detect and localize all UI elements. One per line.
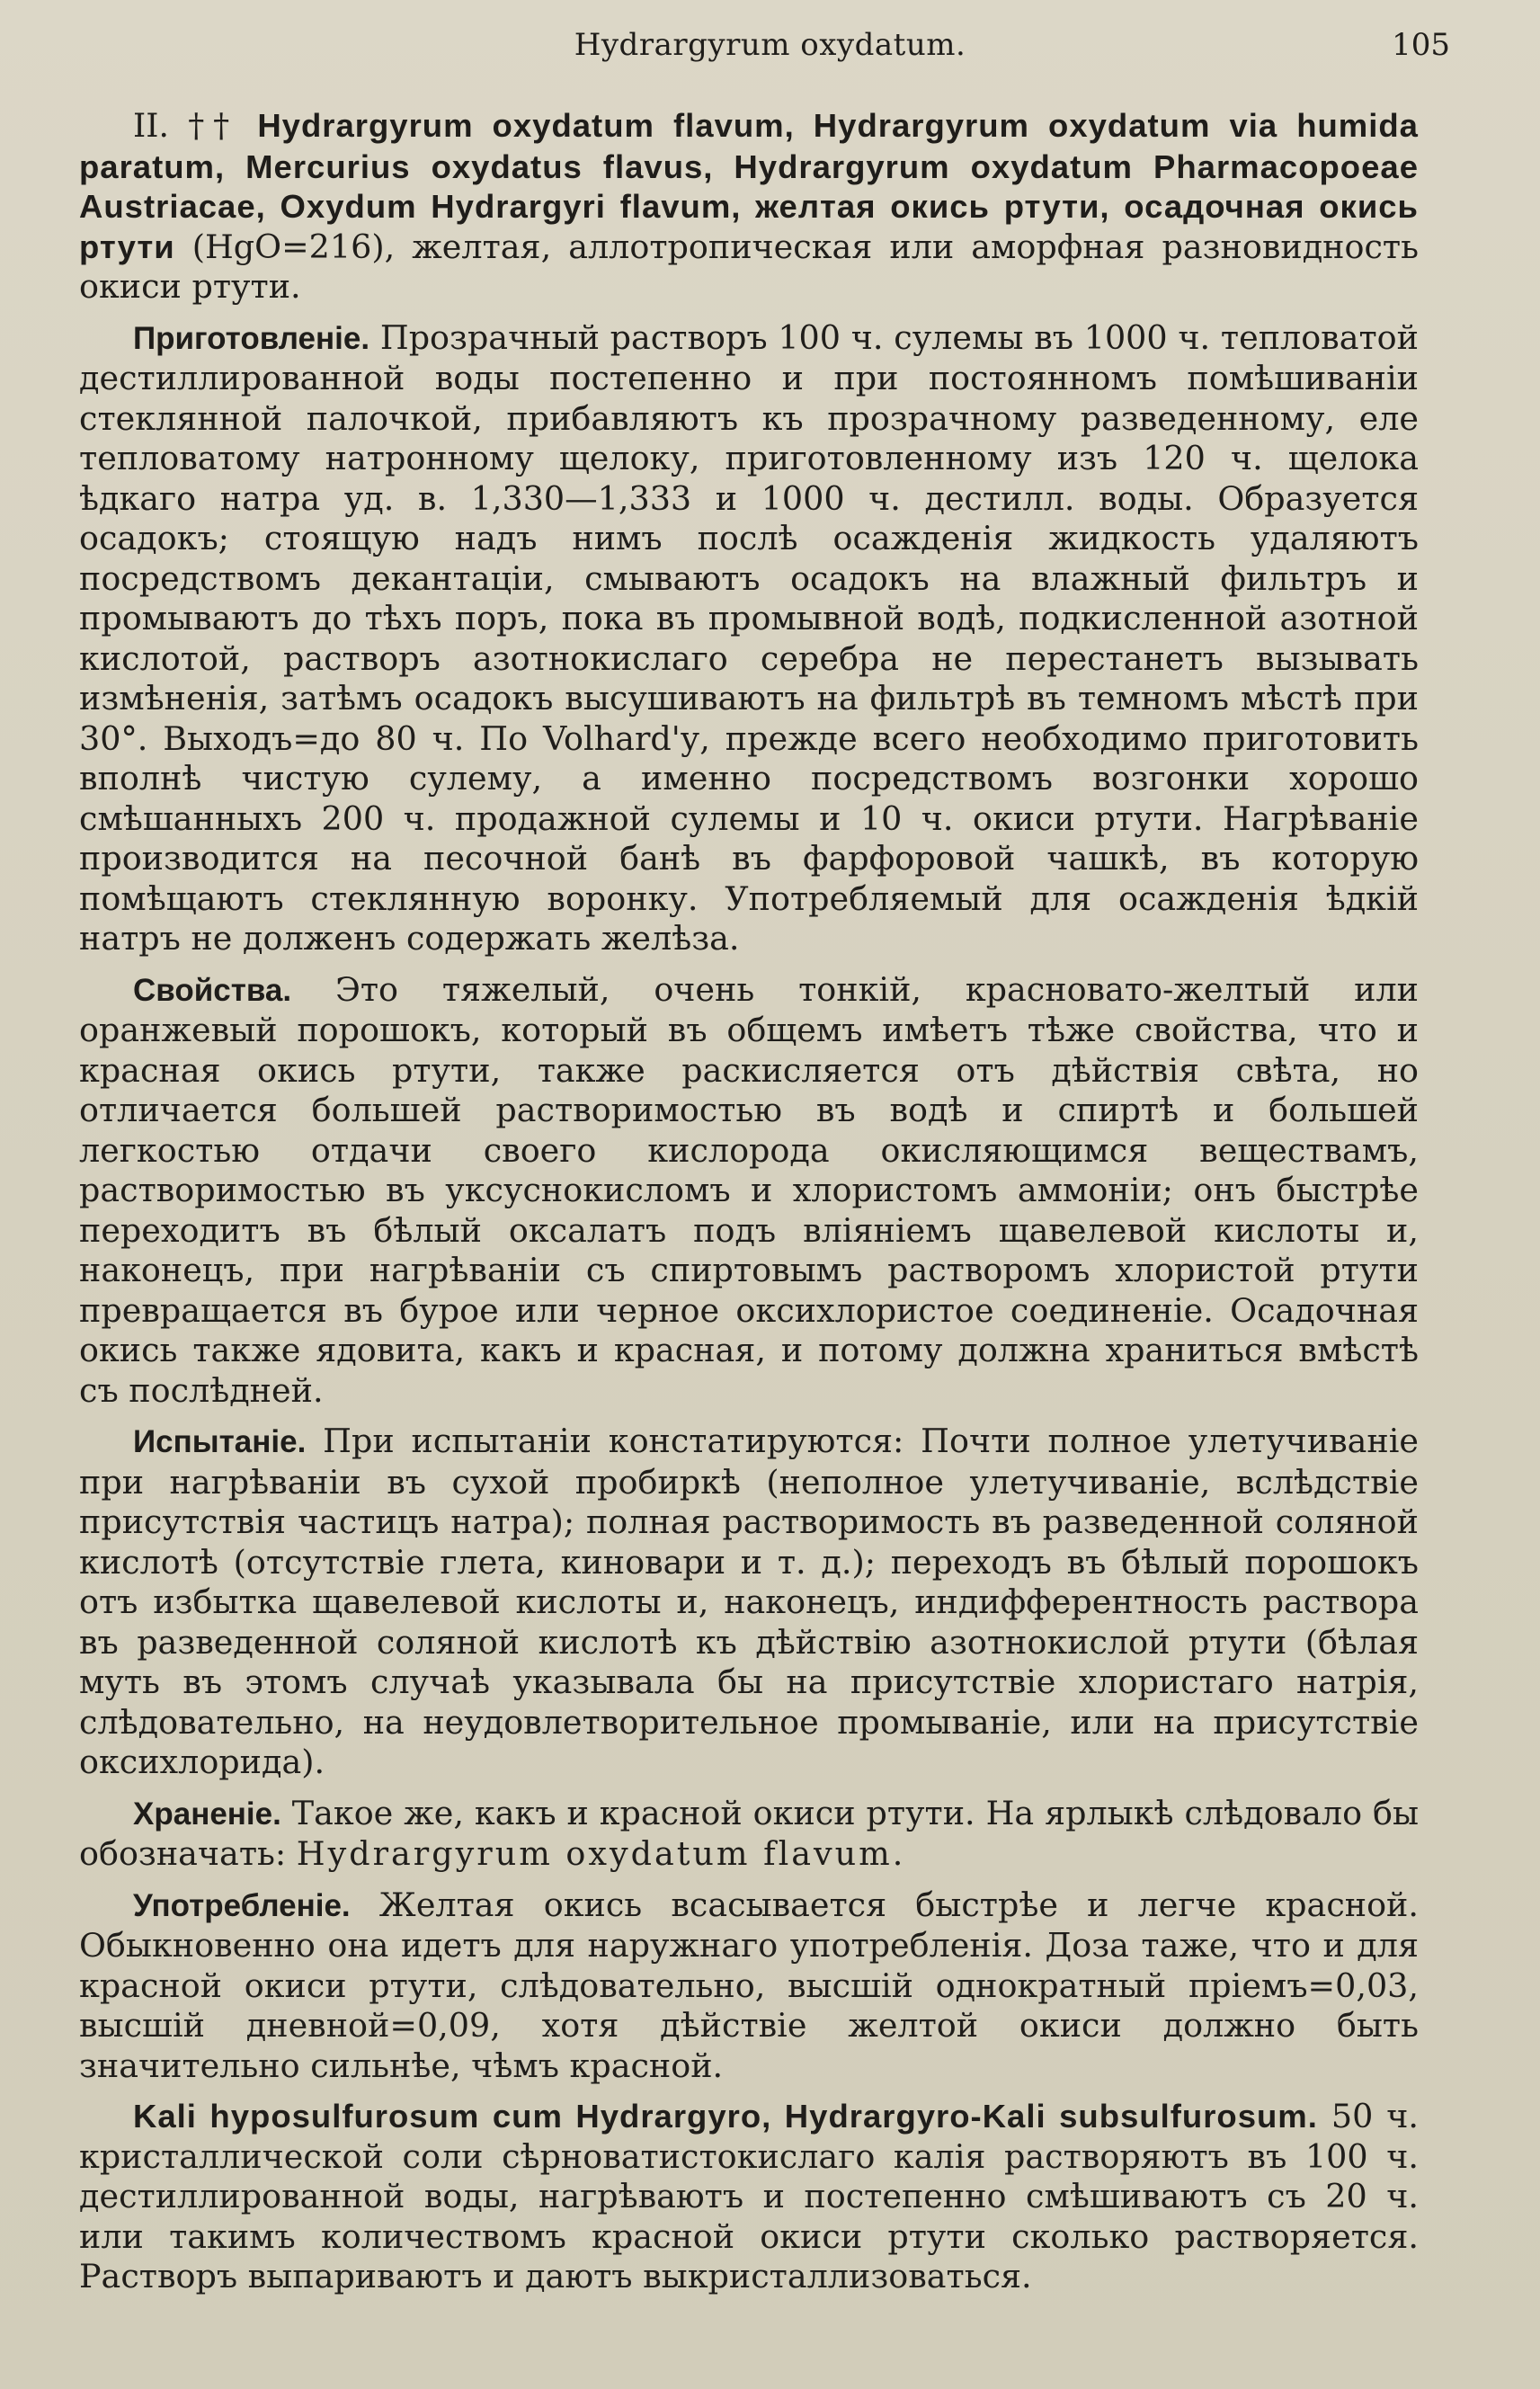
section-label: Испытаніе.: [133, 1424, 307, 1459]
section-text: Это тяжелый, очень тонкій, красновато-желтый или оранжевый порошокъ, который въ общемъ имѣетъ тѣже свойства, что и красная окись ртути, также раскисляется отъ дѣйствія свѣта, но отличается большей растворимостью въ водѣ и спиртѣ и большей легкостью отдачи своего кислорода окисляющимся веществамъ, растворимостью въ уксуснокисломъ и хлористомъ аммоніи; онъ быстрѣе переходитъ въ бѣлый оксалатъ подъ вліяніемъ щавелевой кислоты и, наконецъ, при нагрѣваніи съ спиртовымъ растворомъ хлористой ртути превращается въ бурое или черное оксихлористое соединеніе. Осадочная окись также ядовита, какъ и красная, и потому должна храниться вмѣстѣ съ послѣдней.: [79, 969, 1419, 1410]
entry-numeral: II. ††: [133, 108, 258, 145]
section-testing: [79, 1422, 1419, 1783]
section-usage: [79, 1885, 1419, 2087]
page-header: [81, 27, 1459, 72]
entry-paragraph: [79, 106, 1419, 308]
section-storage: [79, 1794, 1419, 1875]
final-entry-paragraph: [79, 2097, 1419, 2297]
entry-title: Hydrargyrum oxydatum flavum, Hydrargyrum oxydatum via humida paratum, Mercurius oxydatus flavus, Hydrargyrum oxydatum Pharmacopoeae Austriacae, Oxydum Hydrargyri flavum, желтая окись ртути, осадочная окись ртути: [79, 107, 1419, 265]
section-text: При испытаніи констатируются: Почти полное улетучиваніе при нагрѣваніи въ сухой пробиркѣ (неполное улетучиваніе, вслѣдствіе присутствія частицъ натра); полная растворимость въ разведенной соляной кислотѣ (отсутствіе глета, киновари и т. д.); переходъ въ бѣлый порошокъ отъ избытка щавелевой кислоты и, наконецъ, индифферентность раствора въ разведенной соляной кислотѣ къ дѣйствію азотнокислой ртути (бѣлая муть въ этомъ случаѣ указывала бы на присутствіе хлористаго натрія, слѣдовательно, на неудовлетворительное промываніе, или на присутствіе оксихлорида).: [79, 1422, 1419, 1781]
section-properties: [79, 970, 1419, 1412]
entry-description: (HgO=216), желтая, аллотропическая или аморфная разновидность окиси ртути.: [79, 227, 1419, 306]
final-entry-text: 50 ч. кристаллической соли сѣрноватистокислаго калія растворяютъ въ 100 ч. дестиллированной воды, нагрѣваютъ и постепенно смѣшиваютъ съ 20 ч. или такимъ количествомъ красной окиси ртути сколько растворяется. Растворъ выпариваютъ и даютъ выкристаллизоваться.: [79, 2097, 1419, 2295]
section-label: Употребленіе.: [133, 1887, 351, 1923]
section-text: Прозрачный растворъ 100 ч. сулемы въ 1000 ч. тепловатой дестиллированной воды постепенно и при постоянномъ помѣшиваніи стеклянной палочкой, прибавляютъ къ прозрачному разведенному, еле тепловатому натронному щелоку, приготовленному изъ 120 ч. щелока ѣдкаго натра уд. в. 1,330—1,333 и 1000 ч. дестилл. воды. Образуется осадокъ; стоящую надъ нимъ послѣ осажденія жидкость удаляютъ посредствомъ декантаціи, смываютъ осадокъ на влажный фильтръ и промываютъ до тѣхъ поръ, пока въ промывной водѣ, подкисленной азотной кислотой, растворъ азотнокислаго серебра не перестанетъ вызывать измѣненія, затѣмъ осадокъ высушиваютъ на фильтрѣ въ темномъ мѣстѣ при 30°. Выходъ=до 80 ч. По Volhard'у, прежде всего необходимо приготовить вполнѣ чистую сулему, а именно посредствомъ возгонки хорошо смѣшанныхъ 200 ч. продажной сулемы и 10 ч. окиси ртути. Нагрѣваніе производится на песочной банѣ въ фарфоровой чашкѣ, въ которую помѣщаютъ стеклянную воронку. Употребляемый для осажденія ѣдкій натръ не долженъ содержать желѣза.: [79, 317, 1419, 958]
section-label: Храненіе.: [133, 1796, 281, 1832]
page-body: [79, 106, 1419, 2308]
section-preparation: [79, 318, 1419, 959]
section-label: Свойства.: [133, 972, 292, 1008]
running-title: Hydrargyrum oxydatum.: [574, 27, 966, 63]
label-name: Hydrargyrum oxydatum flavum.: [296, 1834, 906, 1873]
page-number: 105: [1392, 27, 1450, 63]
final-entry-title: Kali hyposulfurosum cum Hydrargyro, Hydrargyro-Kali subsulfurosum.: [133, 2098, 1318, 2135]
section-label: Приготовленіе.: [133, 320, 370, 356]
section-text: Такое же, какъ и красной окиси ртути. На ярлыкѣ слѣдовало бы обозначать:: [79, 1793, 1419, 1873]
section-text: Желтая окись всасывается быстрѣе и легче красной. Обыкновенно она идетъ для наружнаго употребленія. Доза таже, что и для красной окиси ртути, слѣдовательно, высшій однократный пріемъ=0,03, высшій дневной=0,09, хотя дѣйствіе желтой окиси должно быть значительно сильнѣе, чѣмъ красной.: [79, 1885, 1419, 2085]
